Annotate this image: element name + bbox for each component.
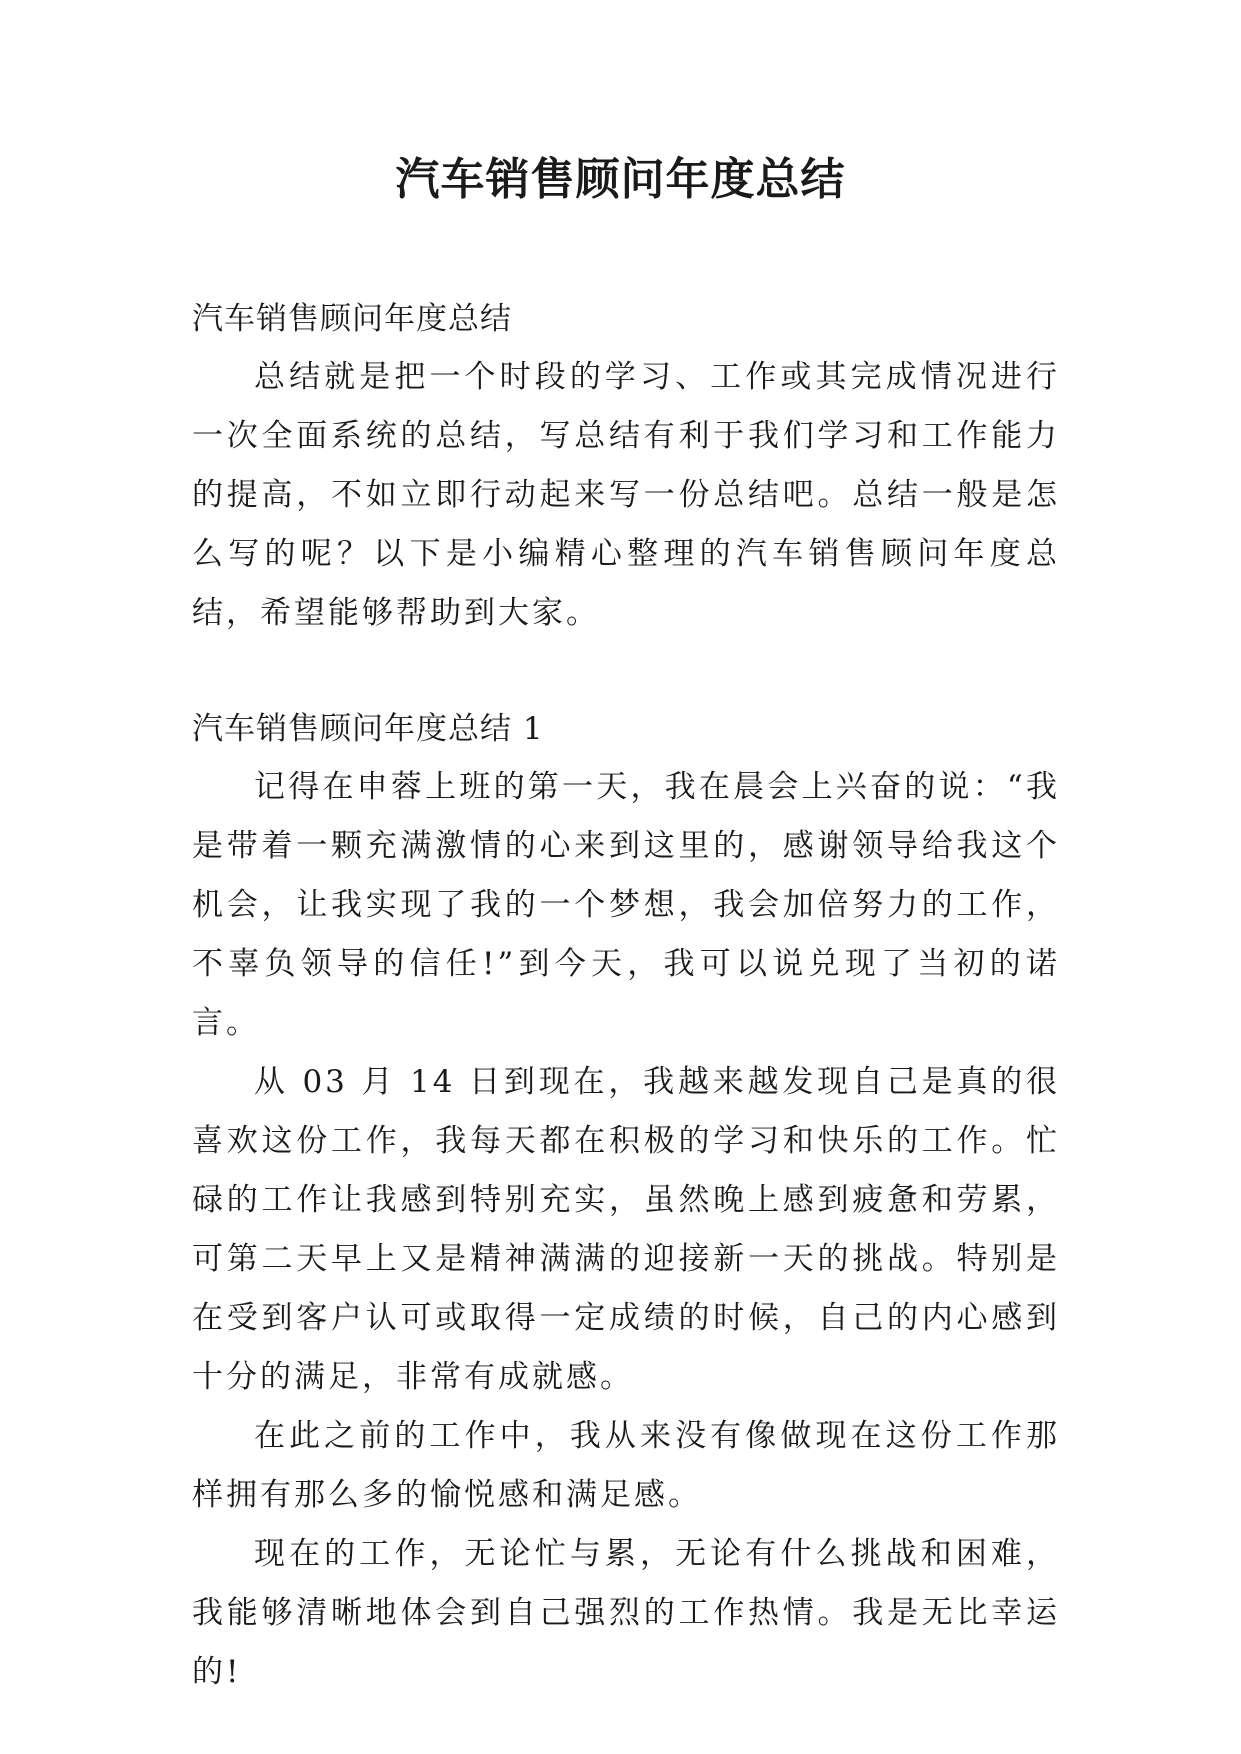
document-body: [192, 290, 1060, 1702]
section1-paragraph-3: 在此之前的工作中，我从来没有像做现在这份工作那样拥有那么多的愉悦感和满足感。: [192, 1418, 1060, 1513]
document-title: 汽车销售顾问年度总结: [395, 154, 846, 205]
section1-heading: 汽车销售顾问年度总结 1: [192, 711, 544, 747]
section-spacer: [192, 643, 1060, 700]
section1-paragraph-4: 现在的工作，无论忙与累，无论有什么挑战和困难，我能够清晰地体会到自己强烈的工作热情。我是无比幸运的!: [192, 1536, 1060, 1690]
intro-paragraph: 总结就是把一个时段的学习、工作或其完成情况进行一次全面系统的总结，写总结有利于我们学习和工作能力的提高，不如立即行动起来写一份总结吧。总结一般是怎么写的呢？以下是小编精心整理的汽车销售顾问年度总结，希望能够帮助到大家。: [192, 359, 1060, 631]
section1-paragraph-2: 从 03 月 14 日到现在，我越来越发现自己是真的很喜欢这份工作，我每天都在积极的学习和快乐的工作。忙碌的工作让我感到特别充实，虽然晚上感到疲惫和劳累，可第二天早上又是精神满满的迎接新一天的挑战。特别是在受到客户认可或取得一定成绩的时候，自己的内心感到十分的满足，非常有成就感。: [192, 1064, 1060, 1395]
intro-heading: 汽车销售顾问年度总结: [192, 301, 512, 337]
section1-paragraph-1: 记得在申蓉上班的第一天，我在晨会上兴奋的说：“我是带着一颗充满激情的心来到这里的，感谢领导给我这个机会，让我实现了我的一个梦想，我会加倍努力的工作，不辜负领导的信任!”到今天，我可以说兑现了当初的诺言。: [192, 769, 1060, 1041]
